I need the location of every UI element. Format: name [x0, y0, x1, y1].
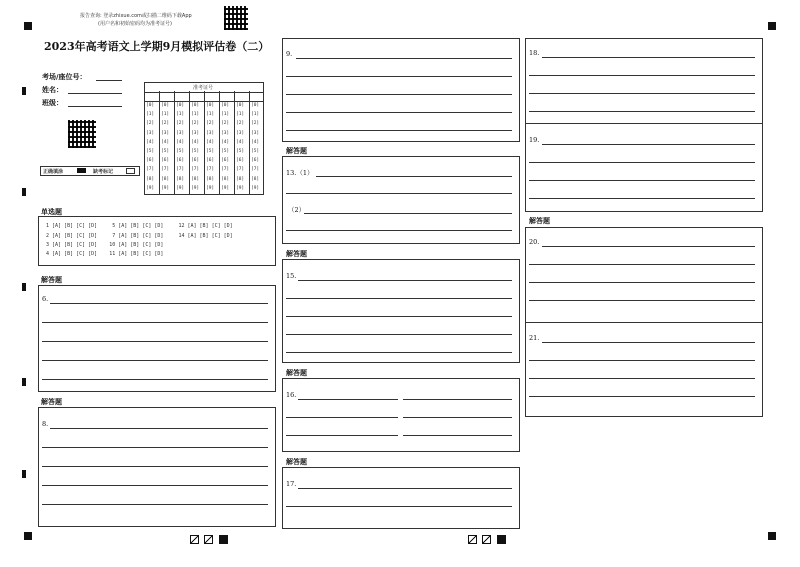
- class-field[interactable]: [68, 106, 122, 107]
- id-digit-bubble[interactable]: [1]: [176, 112, 185, 118]
- id-digit-bubble[interactable]: [9]: [251, 185, 260, 191]
- id-digit-bubble[interactable]: [9]: [176, 185, 185, 191]
- answer-line[interactable]: [50, 303, 268, 304]
- section-title: 解答题: [41, 276, 62, 284]
- id-digit-bubble[interactable]: [4]: [221, 139, 230, 145]
- answer-line[interactable]: [286, 230, 512, 231]
- id-digit-bubble[interactable]: [9]: [206, 185, 215, 191]
- answer-box-q8: [38, 407, 276, 527]
- id-digit-bubble[interactable]: [7]: [191, 167, 200, 173]
- answer-box-q15: [282, 259, 520, 363]
- id-digit-bubble[interactable]: [0]: [251, 103, 260, 108]
- answer-line[interactable]: [298, 399, 398, 400]
- id-digit-bubble[interactable]: [2]: [161, 121, 170, 127]
- page-title: 2023年高考语文上学期9月模拟评估卷（二）: [44, 40, 270, 53]
- id-digit-bubble[interactable]: [4]: [161, 139, 170, 145]
- answer-line[interactable]: [42, 379, 268, 380]
- choice-row[interactable]: 4 [A] [B] [C] [D] 11 [A] [B] [C] [D]: [46, 251, 164, 257]
- id-digit-bubble[interactable]: [2]: [251, 121, 260, 127]
- id-digit-bubble[interactable]: [5]: [191, 149, 200, 154]
- id-digit-bubble[interactable]: [5]: [236, 149, 245, 154]
- id-digit-bubble[interactable]: [1]: [236, 112, 245, 118]
- room-field[interactable]: [96, 80, 122, 81]
- id-grid-divider: [159, 91, 160, 195]
- id-digit-bubble[interactable]: [2]: [206, 121, 215, 127]
- id-digit-bubble[interactable]: [3]: [251, 130, 260, 136]
- answer-line[interactable]: [542, 342, 755, 343]
- answer-line[interactable]: [286, 417, 398, 418]
- id-digit-bubble[interactable]: [9]: [191, 185, 200, 191]
- answer-box-q17: [282, 467, 520, 529]
- question-number: 18.: [529, 49, 540, 57]
- id-digit-bubble[interactable]: [6]: [161, 158, 170, 164]
- answer-line[interactable]: [42, 360, 268, 361]
- answer-line[interactable]: [286, 298, 512, 299]
- answer-line[interactable]: [42, 447, 268, 448]
- id-digit-bubble[interactable]: [7]: [251, 167, 260, 173]
- id-digit-bubble[interactable]: [3]: [161, 130, 170, 136]
- hatch-icon: [482, 535, 491, 544]
- section-title: 解答题: [41, 398, 62, 406]
- id-digit-bubble[interactable]: [8]: [251, 176, 260, 182]
- id-digit-bubble[interactable]: [0]: [206, 103, 215, 108]
- id-digit-bubble[interactable]: [1]: [206, 112, 215, 118]
- id-grid-divider: [174, 91, 175, 195]
- timing-mark: [22, 87, 26, 95]
- question-number: 15.: [286, 272, 297, 280]
- id-digit-bubble[interactable]: [2]: [236, 121, 245, 127]
- answer-line[interactable]: [403, 417, 512, 418]
- timing-mark: [22, 378, 26, 386]
- answer-line[interactable]: [529, 378, 755, 379]
- answer-line[interactable]: [403, 399, 512, 400]
- answer-box-q6: [38, 285, 276, 392]
- id-digit-bubble[interactable]: [9]: [221, 185, 230, 191]
- id-digit-bubble[interactable]: [7]: [221, 167, 230, 173]
- id-digit-bubble[interactable]: [4]: [191, 139, 200, 145]
- answer-line[interactable]: [542, 57, 755, 58]
- question-number: 6.: [42, 295, 49, 303]
- timing-mark: [24, 532, 32, 540]
- id-digit-bubble[interactable]: [6]: [221, 158, 230, 164]
- question-number: （2）: [288, 206, 306, 214]
- single-choice-title: 单选题: [41, 208, 62, 216]
- qr-code-icon: [224, 6, 248, 30]
- question-number: 19.: [529, 136, 540, 144]
- id-digit-bubble[interactable]: [4]: [176, 139, 185, 145]
- timing-mark: [22, 283, 26, 291]
- name-label: 姓名：: [42, 86, 63, 94]
- timing-mark: [768, 22, 776, 30]
- divider: [525, 123, 763, 124]
- id-digit-bubble[interactable]: [1]: [146, 112, 155, 118]
- id-digit-bubble[interactable]: [2]: [221, 121, 230, 127]
- answer-line[interactable]: [286, 193, 512, 194]
- answer-line[interactable]: [286, 112, 512, 113]
- id-digit-bubble[interactable]: [4]: [236, 139, 245, 145]
- id-digit-bubble[interactable]: [8]: [146, 176, 155, 182]
- id-digit-bubble[interactable]: [8]: [221, 176, 230, 182]
- id-grid-divider: [234, 91, 235, 195]
- answer-line[interactable]: [529, 360, 755, 361]
- id-digit-bubble[interactable]: [6]: [236, 158, 245, 164]
- section-title: 解答题: [286, 369, 307, 377]
- answer-line[interactable]: [529, 198, 755, 199]
- id-digit-bubble[interactable]: [7]: [161, 167, 170, 173]
- answer-line[interactable]: [286, 316, 512, 317]
- id-digit-bubble[interactable]: [8]: [206, 176, 215, 182]
- id-digit-bubble[interactable]: [1]: [191, 112, 200, 118]
- id-digit-bubble[interactable]: [6]: [206, 158, 215, 164]
- timing-mark: [497, 535, 506, 544]
- question-number: 21.: [529, 334, 540, 342]
- id-digit-bubble[interactable]: [4]: [146, 139, 155, 145]
- id-digit-bubble[interactable]: [5]: [161, 149, 170, 154]
- id-digit-bubble[interactable]: [8]: [236, 176, 245, 182]
- id-digit-bubble[interactable]: [9]: [236, 185, 245, 191]
- notice-line-1: 报告查询: 登录zhixue.com或扫描二维码下载App: [80, 13, 192, 19]
- id-digit-bubble[interactable]: [6]: [146, 158, 155, 164]
- answer-line[interactable]: [286, 130, 512, 131]
- id-digit-bubble[interactable]: [7]: [236, 167, 245, 173]
- answer-line[interactable]: [529, 282, 755, 283]
- hatch-icon: [468, 535, 477, 544]
- section-title: 解答题: [286, 458, 307, 466]
- id-digit-bubble[interactable]: [2]: [191, 121, 200, 127]
- answer-line[interactable]: [316, 176, 512, 177]
- answer-line[interactable]: [529, 396, 755, 397]
- timing-mark: [24, 22, 32, 30]
- question-number: 16.: [286, 391, 297, 399]
- id-digit-bubble[interactable]: [5]: [251, 149, 260, 154]
- choice-row[interactable]: 2 [A] [B] [C] [D] 7 [A] [B] [C] [D] 14 [A] [B] [C] [D]: [46, 233, 233, 239]
- answer-box-q16: [282, 378, 520, 452]
- id-digit-bubble[interactable]: [0]: [191, 103, 200, 108]
- answer-line[interactable]: [529, 75, 755, 76]
- id-digit-bubble[interactable]: [3]: [221, 130, 230, 136]
- correct-fill-icon: [77, 168, 86, 173]
- id-digit-bubble[interactable]: [5]: [146, 149, 155, 154]
- answer-line[interactable]: [298, 280, 512, 281]
- answer-line[interactable]: [298, 488, 512, 489]
- choice-row[interactable]: 1 [A] [B] [C] [D] 5 [A] [B] [C] [D] 12 [A] [B] [C] [D]: [46, 223, 233, 229]
- id-digit-bubble[interactable]: [6]: [191, 158, 200, 164]
- id-digit-bubble[interactable]: [1]: [251, 112, 260, 118]
- answer-line[interactable]: [286, 435, 398, 436]
- choice-row[interactable]: 3 [A] [B] [C] [D] 10 [A] [B] [C] [D]: [46, 242, 164, 248]
- answer-line[interactable]: [42, 485, 268, 486]
- timing-mark: [768, 532, 776, 540]
- section-title: 解答题: [286, 250, 307, 258]
- id-digit-bubble[interactable]: [3]: [191, 130, 200, 136]
- id-digit-bubble[interactable]: [2]: [146, 121, 155, 127]
- id-digit-bubble[interactable]: [5]: [176, 149, 185, 154]
- id-digit-bubble[interactable]: [3]: [206, 130, 215, 136]
- id-digit-bubble[interactable]: [8]: [191, 176, 200, 182]
- id-digit-bubble[interactable]: [3]: [146, 130, 155, 136]
- answer-line[interactable]: [42, 466, 268, 467]
- id-grid-divider: [204, 91, 205, 195]
- answer-line[interactable]: [304, 213, 512, 214]
- question-number: 13.（1）: [286, 169, 314, 177]
- id-grid-divider: [249, 91, 250, 195]
- answer-line[interactable]: [286, 352, 512, 353]
- id-digit-bubble[interactable]: [1]: [221, 112, 230, 118]
- absent-mark-label: 缺考标记: [93, 169, 114, 175]
- answer-line[interactable]: [42, 322, 268, 323]
- answer-box-q18-q19: [525, 38, 763, 212]
- id-digit-bubble[interactable]: [0]: [146, 103, 155, 108]
- qr-code-icon: [68, 120, 96, 148]
- id-digit-bubble[interactable]: [1]: [161, 112, 170, 118]
- answer-line[interactable]: [286, 94, 512, 95]
- answer-line[interactable]: [542, 144, 755, 145]
- hatch-icon: [190, 535, 199, 544]
- correct-fill-label: 正确填涂: [43, 169, 64, 175]
- room-label: 考场/座位号：: [42, 73, 87, 81]
- id-digit-bubble[interactable]: [9]: [161, 185, 170, 191]
- answer-line[interactable]: [529, 264, 755, 265]
- id-digit-bubble[interactable]: [2]: [176, 121, 185, 127]
- id-digit-bubble[interactable]: [3]: [176, 130, 185, 136]
- question-number: 9.: [286, 50, 293, 58]
- answer-line[interactable]: [529, 162, 755, 163]
- class-label: 班级：: [42, 99, 63, 107]
- notice-line-2: (用户名和初始密码均为准考证号): [98, 21, 172, 27]
- divider: [525, 322, 763, 323]
- id-digit-bubble[interactable]: [5]: [221, 149, 230, 154]
- answer-line[interactable]: [529, 111, 755, 112]
- answer-line[interactable]: [286, 334, 512, 335]
- timing-mark: [22, 470, 26, 478]
- timing-mark: [22, 188, 26, 196]
- id-digit-bubble[interactable]: [0]: [236, 103, 245, 108]
- answer-line[interactable]: [42, 504, 268, 505]
- timing-mark: [219, 535, 228, 544]
- id-digit-bubble[interactable]: [6]: [251, 158, 260, 164]
- section-title: 解答题: [286, 147, 307, 155]
- id-digit-bubble[interactable]: [7]: [206, 167, 215, 173]
- id-grid-divider: [219, 91, 220, 195]
- id-digit-bubble[interactable]: [8]: [161, 176, 170, 182]
- id-digit-bubble[interactable]: [0]: [176, 103, 185, 108]
- id-digit-bubble[interactable]: [7]: [146, 167, 155, 173]
- answer-line[interactable]: [529, 180, 755, 181]
- id-digit-bubble[interactable]: [0]: [221, 103, 230, 108]
- question-number: 8.: [42, 420, 49, 428]
- answer-line[interactable]: [529, 300, 755, 301]
- id-digit-bubble[interactable]: [6]: [176, 158, 185, 164]
- hatch-icon: [204, 535, 213, 544]
- name-field[interactable]: [68, 93, 122, 94]
- answer-line[interactable]: [286, 76, 512, 77]
- id-grid-title: 准考证号: [193, 85, 214, 91]
- answer-line[interactable]: [286, 506, 512, 507]
- id-digit-bubble[interactable]: [7]: [176, 167, 185, 173]
- id-digit-bubble[interactable]: [9]: [146, 185, 155, 191]
- id-digit-bubble[interactable]: [3]: [236, 130, 245, 136]
- id-digit-bubble[interactable]: [0]: [161, 103, 170, 108]
- question-number: 20.: [529, 238, 540, 246]
- answer-line[interactable]: [529, 93, 755, 94]
- answer-line[interactable]: [542, 246, 755, 247]
- id-grid-divider: [189, 91, 190, 195]
- id-digit-bubble[interactable]: [8]: [176, 176, 185, 182]
- answer-box-q9: [282, 38, 520, 142]
- answer-line[interactable]: [50, 428, 268, 429]
- id-digit-bubble[interactable]: [4]: [251, 139, 260, 145]
- id-digit-bubble[interactable]: [4]: [206, 139, 215, 145]
- id-digit-bubble[interactable]: [5]: [206, 149, 215, 154]
- question-number: 17.: [286, 480, 297, 488]
- section-title: 解答题: [529, 217, 550, 225]
- absent-mark-box[interactable]: [126, 168, 135, 174]
- answer-line[interactable]: [296, 58, 512, 59]
- answer-line[interactable]: [403, 435, 512, 436]
- answer-line[interactable]: [42, 341, 268, 342]
